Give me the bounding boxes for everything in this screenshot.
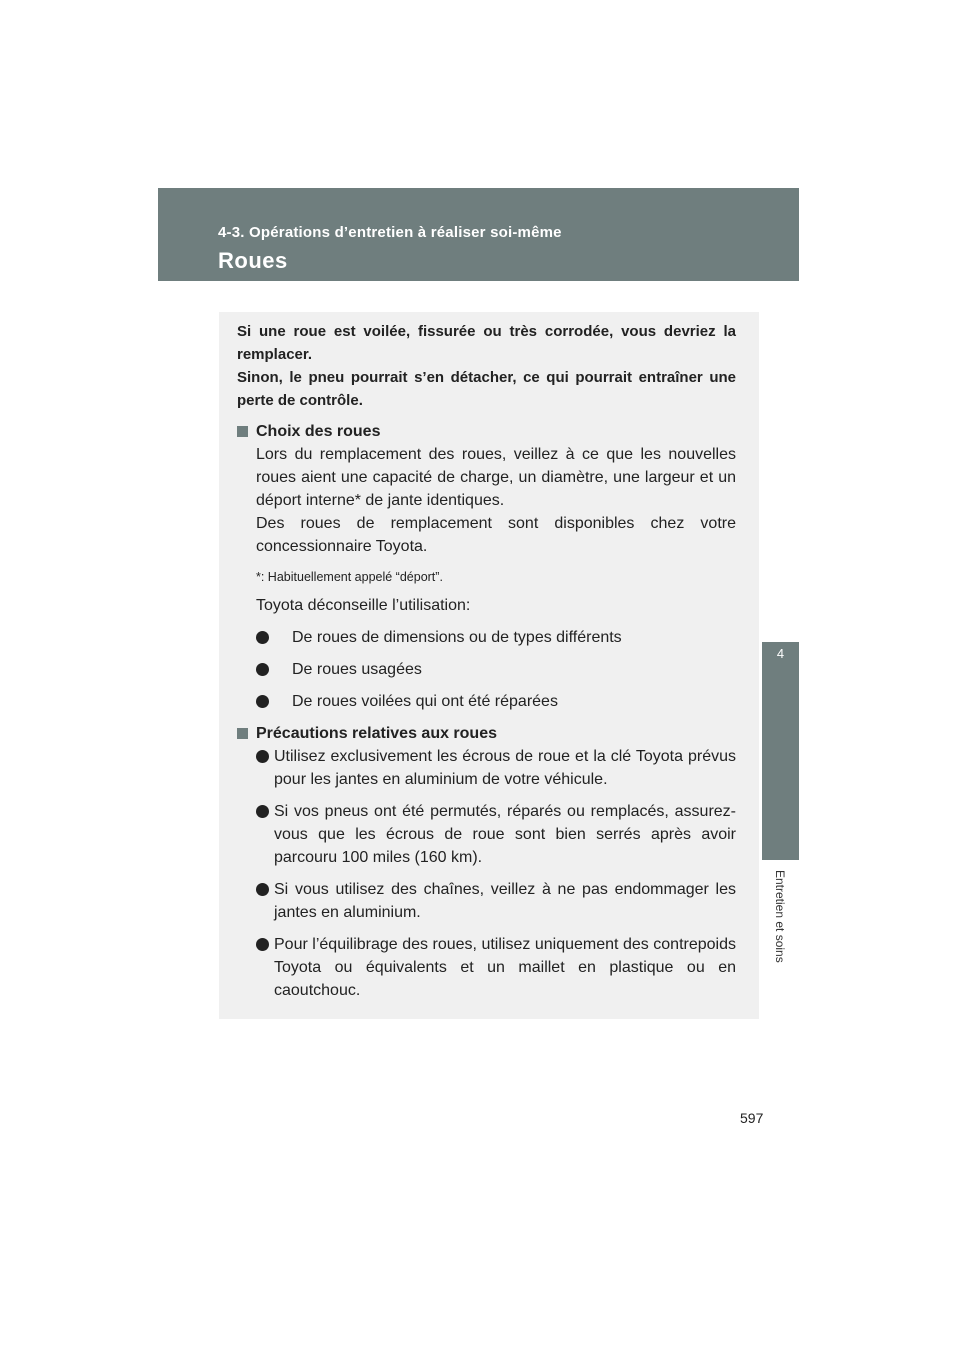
list-item-text: De roues voilées qui ont été réparées — [292, 693, 558, 710]
square-bullet-icon — [237, 426, 248, 437]
list-item-text: Pour l’équilibrage des roues, utilisez uniquement des contrepoids Toyota ou équivalents et un maillet en plastique ou en caoutchouc. — [274, 936, 736, 999]
chapter-side-tab — [762, 642, 799, 860]
list-item-text: Si vous utilisez des chaînes, veillez à ne pas endommager les jantes en aluminium. — [274, 881, 736, 921]
list-item — [237, 933, 736, 1002]
intro-paragraph-1: Si une roue est voilée, fissurée ou très corrodée, vous devriez la remplacer. — [237, 323, 736, 363]
footnote: *: Habituellement appelé “déport”. — [256, 570, 443, 584]
bullet-icon — [256, 805, 269, 818]
list-item-text: Si vos pneus ont été permutés, réparés ou remplacés, assurez-vous que les écrous de roue sont bien serrés après avoir parcouru 100 miles (160 km). — [274, 803, 736, 866]
chapter-header — [158, 188, 799, 281]
list-item-text: Utilisez exclusivement les écrous de roue et la clé Toyota prévus pour les jantes en aluminium de votre véhicule. — [274, 748, 736, 788]
heading-text: Précautions relatives aux roues — [256, 725, 497, 742]
intro-paragraph-2: Sinon, le pneu pourrait s’en détacher, ce qui pourrait entraîner une perte de contrôle. — [237, 369, 736, 409]
list-item — [237, 800, 736, 869]
bullet-icon — [256, 631, 269, 644]
list-item-text: De roues usagées — [292, 661, 422, 678]
heading-wheel-precautions — [237, 722, 736, 745]
list-item — [237, 878, 736, 924]
heading-text: Choix des roues — [256, 423, 381, 440]
list-item — [237, 745, 736, 791]
chapter-side-label-text: Entretien et soins — [773, 870, 787, 963]
chapter-side-label — [762, 870, 799, 1040]
list-item — [237, 626, 736, 649]
bullet-icon — [256, 750, 269, 763]
paragraph: Des roues de remplacement sont disponibles chez votre concessionnaire Toyota. — [256, 515, 736, 555]
section-label: 4-3. Opérations d’entretien à réaliser soi-même — [218, 224, 562, 241]
bullet-icon — [256, 938, 269, 951]
paragraph: Lors du remplacement des roues, veillez à ce que les nouvelles roues aient une capacité de charge, un diamètre, une largeur et un déport interne* de jante identiques. — [256, 446, 736, 509]
chapter-number: 4 — [776, 646, 785, 661]
page-number: 597 — [740, 1110, 764, 1126]
heading-wheel-choice — [237, 420, 736, 443]
content-box — [219, 312, 759, 1019]
bullet-icon — [256, 695, 269, 708]
page-title: Roues — [218, 248, 288, 273]
bullet-icon — [256, 663, 269, 676]
list-item — [237, 658, 736, 681]
bullet-icon — [256, 883, 269, 896]
list-item — [237, 690, 736, 713]
list-item-text: De roues de dimensions ou de types différents — [292, 629, 622, 646]
lead-text: Toyota déconseille l’utilisation: — [256, 597, 471, 614]
square-bullet-icon — [237, 728, 248, 739]
